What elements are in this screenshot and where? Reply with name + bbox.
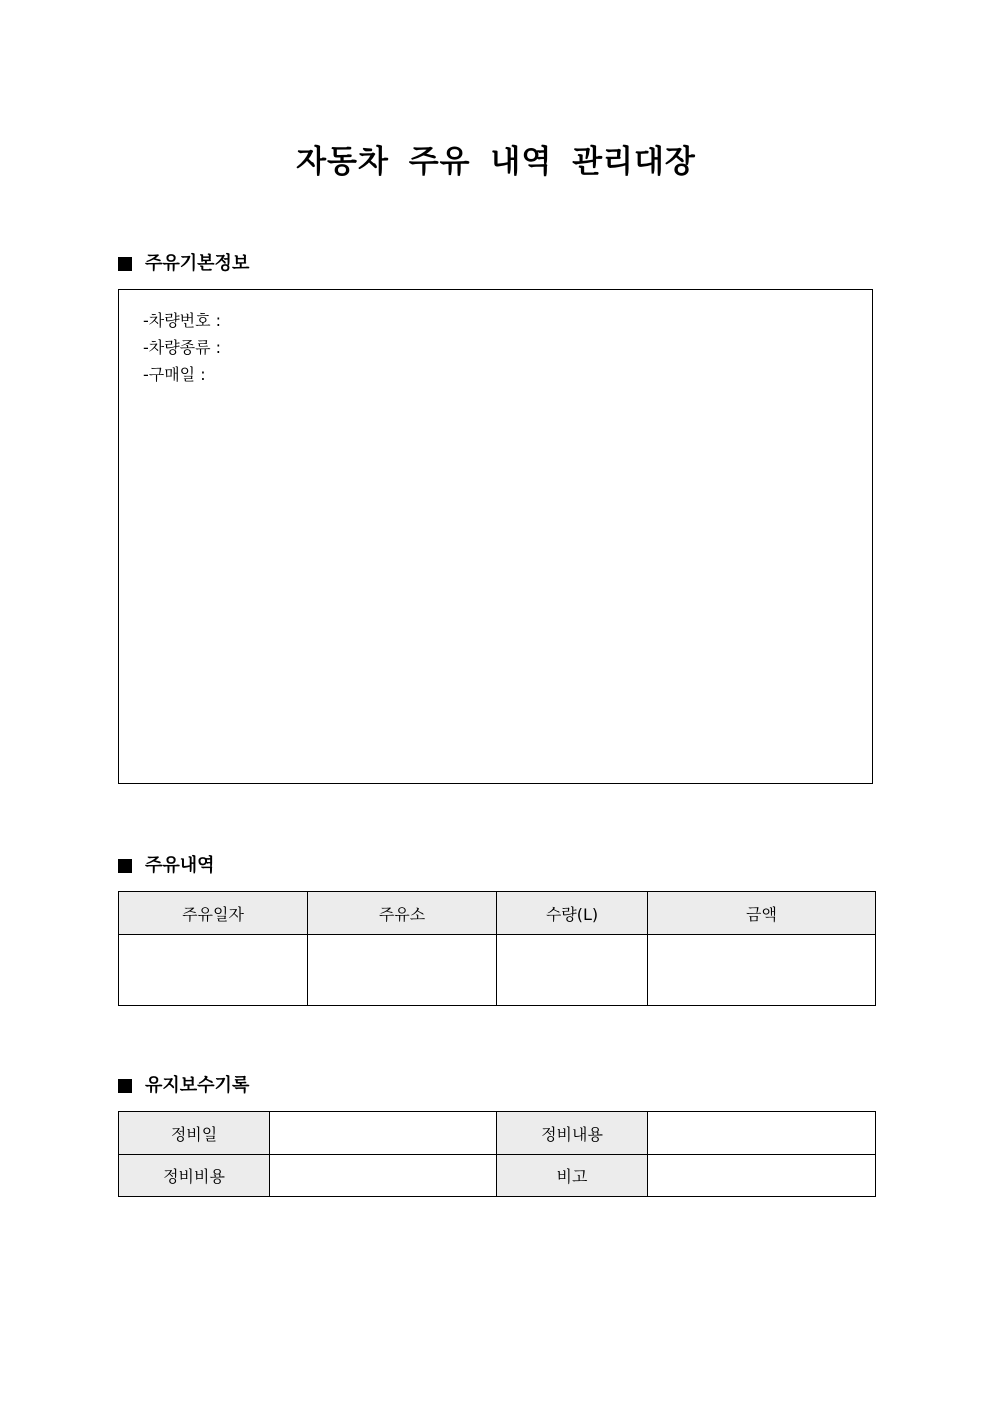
- purchase-date-line: -구매일 :: [143, 365, 206, 384]
- vehicle-number-line: -차량번호 :: [143, 311, 222, 330]
- square-bullet-icon: [118, 257, 132, 271]
- maintenance-cost-cell[interactable]: [270, 1155, 497, 1197]
- page-title: 자동차 주유 내역 관리대장: [296, 144, 696, 180]
- section-heading-fuel-history: [118, 854, 215, 878]
- column-header-quantity: 수량(L): [497, 892, 648, 935]
- maintenance-table: [118, 1111, 876, 1197]
- maintenance-note-label: 비고: [497, 1155, 648, 1197]
- section-heading-basic-info: [118, 252, 249, 276]
- maintenance-note-cell[interactable]: [648, 1155, 876, 1197]
- column-header-amount: 금액: [648, 892, 876, 935]
- section-heading-label: 주유내역: [145, 855, 215, 876]
- fuel-history-table: [118, 891, 876, 1006]
- amount-cell[interactable]: [648, 935, 876, 1006]
- section-heading-label: 주유기본정보: [145, 253, 250, 274]
- maintenance-content-cell[interactable]: [648, 1112, 876, 1155]
- gas-station-cell[interactable]: [308, 935, 497, 1006]
- table-row: [119, 935, 876, 1006]
- vehicle-type-line: -차량종류 :: [143, 338, 222, 357]
- maintenance-cost-label: 정비비용: [119, 1155, 270, 1197]
- square-bullet-icon: [118, 1079, 132, 1093]
- table-row: [119, 1112, 876, 1155]
- section-heading-label: 유지보수기록: [145, 1075, 250, 1096]
- fuel-date-cell[interactable]: [119, 935, 308, 1006]
- square-bullet-icon: [118, 859, 132, 873]
- column-header-gas-station: 주유소: [308, 892, 497, 935]
- maintenance-date-cell[interactable]: [270, 1112, 497, 1155]
- column-header-fuel-date: 주유일자: [119, 892, 308, 935]
- maintenance-date-label: 정비일: [119, 1112, 270, 1155]
- table-header-row: [119, 892, 876, 935]
- section-heading-maintenance: [118, 1074, 249, 1098]
- basic-info-box[interactable]: [118, 289, 873, 784]
- quantity-cell[interactable]: [497, 935, 648, 1006]
- table-row: [119, 1155, 876, 1197]
- maintenance-content-label: 정비내용: [497, 1112, 648, 1155]
